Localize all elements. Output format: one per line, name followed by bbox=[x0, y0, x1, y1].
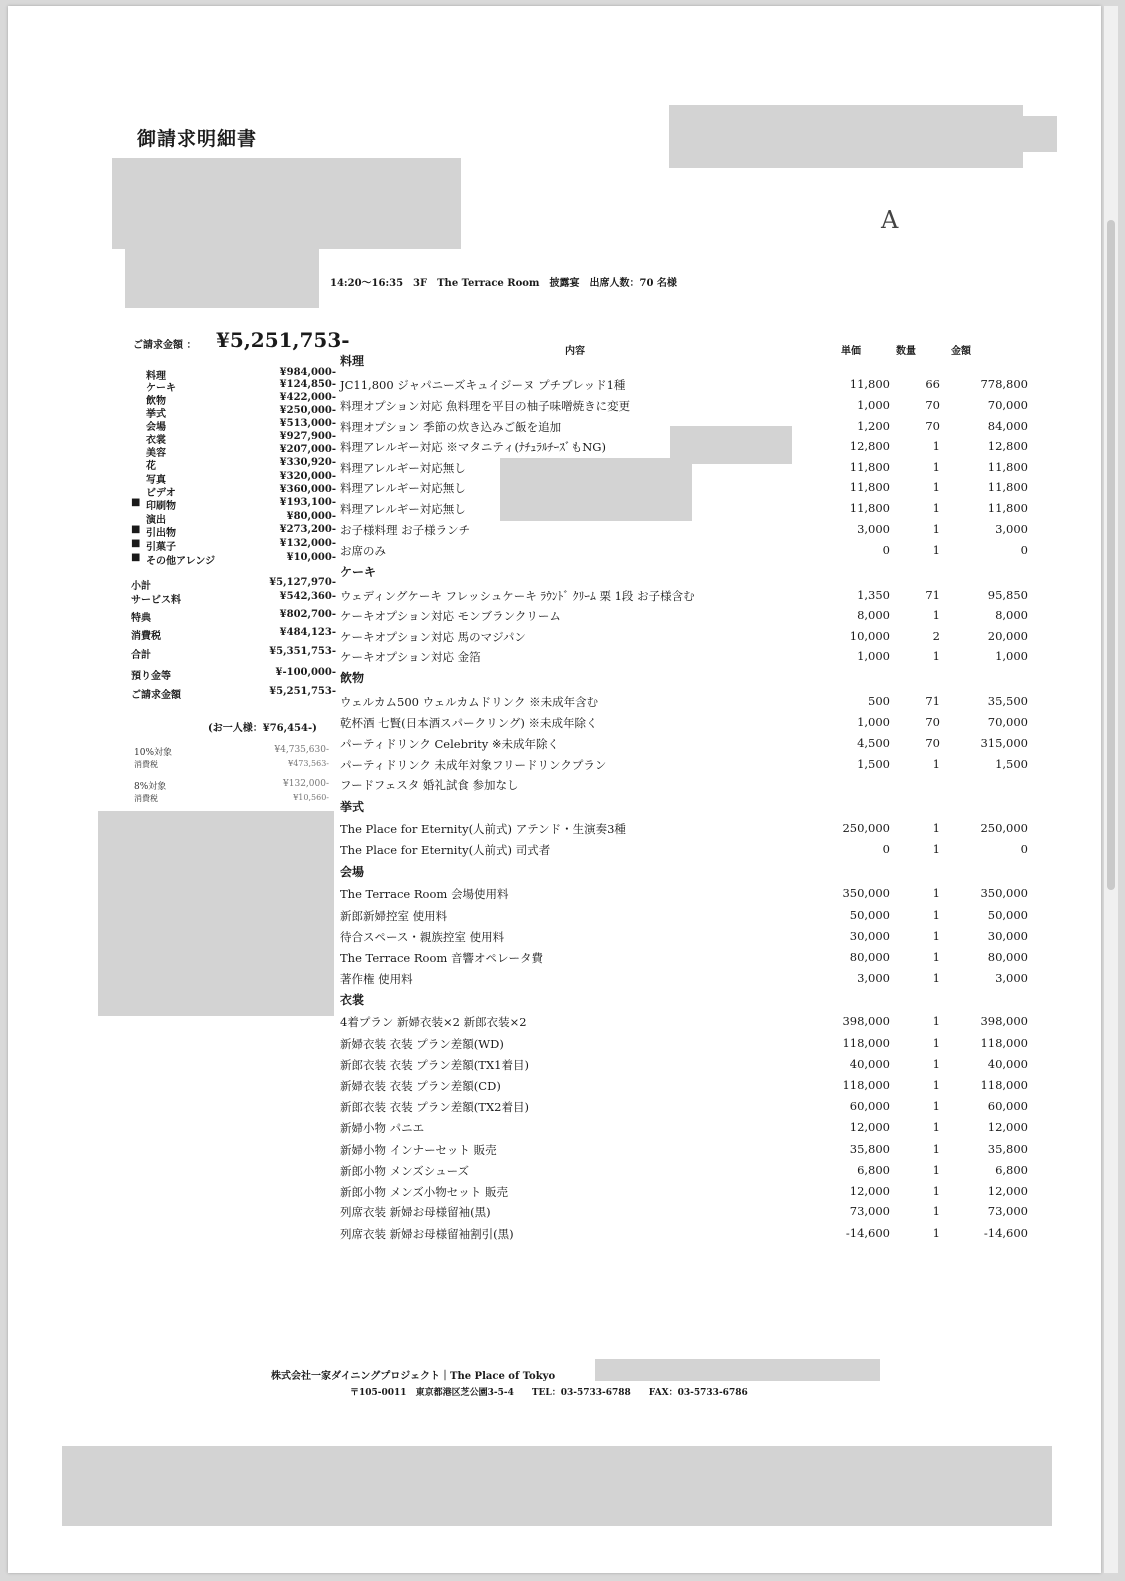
summary-total-row bbox=[131, 686, 336, 700]
table-row bbox=[338, 608, 1030, 628]
item-unit-price: 398,000 bbox=[842, 1014, 890, 1028]
item-description: The Place for Eternity(人前式) 司式者 bbox=[340, 843, 551, 857]
item-amount: 40,000 bbox=[987, 1057, 1028, 1071]
item-quantity: 1 bbox=[932, 501, 940, 515]
item-quantity: 1 bbox=[932, 929, 940, 943]
summary-row bbox=[131, 457, 336, 471]
item-unit-price: 11,800 bbox=[849, 460, 890, 474]
table-row bbox=[338, 439, 1030, 459]
category-heading bbox=[338, 352, 1030, 372]
table-row bbox=[338, 588, 1030, 608]
item-quantity: 1 bbox=[932, 522, 940, 536]
summary-total-label: ご請求金額 bbox=[131, 690, 181, 701]
summary-row bbox=[131, 392, 336, 406]
tax-label: 消費税 bbox=[134, 794, 158, 803]
summary-total-row bbox=[131, 609, 336, 623]
item-amount: 95,850 bbox=[987, 588, 1028, 602]
item-description: ウェディングケーキ フレッシュケーキ ﾗｳﾝﾄﾞ ｸﾘｰﾑ 栗 1段 お子様含む bbox=[340, 589, 695, 603]
item-unit-price: 1,000 bbox=[857, 715, 890, 729]
tax-row bbox=[134, 759, 329, 772]
summary-row bbox=[131, 524, 336, 538]
table-row bbox=[338, 908, 1030, 928]
category-label: 会場 bbox=[340, 865, 365, 879]
item-quantity: 70 bbox=[925, 736, 940, 750]
item-quantity: 70 bbox=[925, 715, 940, 729]
summary-value: ¥320,000- bbox=[279, 471, 336, 482]
item-quantity: 71 bbox=[925, 694, 940, 708]
item-unit-price: 60,000 bbox=[849, 1099, 890, 1113]
item-amount: 0 bbox=[1020, 842, 1028, 856]
item-unit-price: 11,800 bbox=[849, 377, 890, 391]
item-description: 料理アレルギー対応 ※マタニティ(ﾅﾁｭﾗﾙﾁｰｽﾞもNG) bbox=[340, 440, 606, 454]
table-row bbox=[338, 950, 1030, 970]
item-description: 新郎衣装 衣装 プラン差額(TX2着目) bbox=[340, 1100, 529, 1114]
summary-total-row bbox=[131, 646, 336, 660]
total-amount: ¥5,251,753- bbox=[216, 328, 350, 352]
venue-logo bbox=[836, 186, 946, 266]
summary-value: ¥132,000- bbox=[279, 538, 336, 549]
redacted-block bbox=[669, 105, 1023, 168]
table-row bbox=[338, 842, 1030, 862]
item-amount: 35,800 bbox=[987, 1142, 1028, 1156]
table-row bbox=[338, 1204, 1030, 1224]
item-amount: 12,000 bbox=[987, 1120, 1028, 1134]
item-quantity: 1 bbox=[932, 649, 940, 663]
item-quantity: 1 bbox=[932, 886, 940, 900]
item-unit-price: 73,000 bbox=[849, 1204, 890, 1218]
summary-total-value: ¥484,123- bbox=[279, 627, 336, 638]
summary-total-row bbox=[131, 627, 336, 641]
item-quantity: 1 bbox=[932, 1142, 940, 1156]
redacted-block bbox=[1021, 116, 1057, 152]
table-row bbox=[338, 377, 1030, 397]
summary-mark: ■ bbox=[131, 552, 141, 563]
table-row bbox=[338, 1014, 1030, 1034]
summary-row bbox=[131, 431, 336, 445]
scrollbar[interactable] bbox=[1104, 6, 1118, 1573]
item-amount: 1,000 bbox=[995, 649, 1028, 663]
table-row bbox=[338, 929, 1030, 949]
summary-total-value: ¥542,360- bbox=[279, 591, 336, 602]
item-unit-price: 118,000 bbox=[842, 1036, 890, 1050]
item-quantity: 1 bbox=[932, 908, 940, 922]
item-description: 料理オプション対応 魚料理を平目の柚子味噌焼きに変更 bbox=[340, 399, 631, 413]
item-quantity: 71 bbox=[925, 588, 940, 602]
item-unit-price: 350,000 bbox=[842, 886, 890, 900]
category-heading bbox=[338, 991, 1030, 1011]
item-description: 新郎小物 メンズ小物セット 販売 bbox=[340, 1185, 508, 1199]
item-amount: 11,800 bbox=[987, 501, 1028, 515]
item-description: ウェルカム500 ウェルカムドリンク ※未成年含む bbox=[340, 695, 599, 709]
table-row bbox=[338, 886, 1030, 906]
item-description: フードフェスタ 婚礼試食 参加なし bbox=[340, 778, 519, 792]
item-description: ケーキオプション対応 金箔 bbox=[340, 650, 481, 664]
item-amount: 398,000 bbox=[980, 1014, 1028, 1028]
item-amount: 73,000 bbox=[987, 1204, 1028, 1218]
table-row bbox=[338, 398, 1030, 418]
item-description: 4着プラン 新婦衣装×2 新郎衣装×2 bbox=[340, 1015, 527, 1029]
summary-value: ¥80,000- bbox=[286, 511, 336, 522]
company-address: 〒105-0011 東京都港区芝公園3-5-4 TEL：03-5733-6788 FAX：03-5733-6786 bbox=[350, 1388, 748, 1398]
summary-row bbox=[131, 418, 336, 432]
summary-label: 写真 bbox=[146, 475, 166, 486]
table-row bbox=[338, 460, 1030, 480]
table-row bbox=[338, 971, 1030, 991]
item-unit-price: 0 bbox=[882, 543, 890, 557]
summary-row bbox=[131, 538, 336, 552]
item-unit-price: -14,600 bbox=[845, 1226, 890, 1240]
item-amount: 84,000 bbox=[987, 419, 1028, 433]
item-quantity: 1 bbox=[932, 1057, 940, 1071]
summary-total-label: 預り金等 bbox=[131, 671, 171, 682]
summary-label: 料理 bbox=[146, 371, 166, 382]
summary-total-label: サービス料 bbox=[131, 595, 181, 606]
summary-total-label: 消費税 bbox=[131, 631, 161, 642]
item-amount: 315,000 bbox=[980, 736, 1028, 750]
scrollbar-thumb[interactable] bbox=[1107, 220, 1115, 890]
item-description: 待合スペース・親族控室 使用料 bbox=[340, 930, 505, 944]
item-amount: 0 bbox=[1020, 543, 1028, 557]
tax-row bbox=[134, 745, 329, 758]
summary-label: 美容 bbox=[146, 448, 166, 459]
summary-mark: ■ bbox=[131, 497, 141, 508]
summary-value: ¥250,000- bbox=[279, 405, 336, 416]
table-row bbox=[338, 501, 1030, 521]
item-description: 料理オプション 季節の炊き込みご飯を追加 bbox=[340, 420, 562, 434]
tax-value: ¥4,735,630- bbox=[274, 745, 329, 755]
item-amount: 1,500 bbox=[995, 757, 1028, 771]
summary-label: 印刷物 bbox=[146, 501, 176, 512]
category-label: ケーキ bbox=[340, 565, 377, 579]
item-amount: 20,000 bbox=[987, 629, 1028, 643]
item-unit-price: 12,800 bbox=[849, 439, 890, 453]
item-unit-price: 1,000 bbox=[857, 649, 890, 663]
item-description: パーティドリンク 未成年対象フリードリンクプラン bbox=[340, 758, 607, 772]
summary-label: 花 bbox=[146, 461, 156, 472]
table-row bbox=[338, 543, 1030, 563]
table-row bbox=[338, 1226, 1030, 1246]
item-quantity: 1 bbox=[932, 821, 940, 835]
table-row bbox=[338, 1184, 1030, 1204]
item-unit-price: 500 bbox=[868, 694, 890, 708]
item-amount: 60,000 bbox=[987, 1099, 1028, 1113]
item-quantity: 1 bbox=[932, 1036, 940, 1050]
redacted-block bbox=[62, 1446, 1052, 1526]
item-description: 乾杯酒 七賢(日本酒スパークリング) ※未成年除く bbox=[340, 716, 598, 730]
item-quantity: 1 bbox=[932, 971, 940, 985]
summary-total-value: ¥-100,000- bbox=[275, 667, 336, 678]
item-unit-price: 40,000 bbox=[849, 1057, 890, 1071]
item-amount: 778,800 bbox=[980, 377, 1028, 391]
item-unit-price: 250,000 bbox=[842, 821, 890, 835]
table-row bbox=[338, 480, 1030, 500]
redacted-block bbox=[98, 811, 334, 1016]
per-person-amount: (お一人様：¥76,454-) bbox=[208, 723, 317, 734]
item-description: ケーキオプション対応 馬のマジパン bbox=[340, 630, 526, 644]
item-description: The Terrace Room 会場使用料 bbox=[340, 887, 509, 901]
item-description: The Terrace Room 音響オペレータ費 bbox=[340, 951, 543, 965]
table-row bbox=[338, 1142, 1030, 1162]
invoice-page bbox=[8, 6, 1101, 1573]
item-amount: 6,800 bbox=[995, 1163, 1028, 1177]
tax-value: ¥132,000- bbox=[283, 779, 329, 789]
item-description: 新婦小物 インナーセット 販売 bbox=[340, 1143, 497, 1157]
table-row bbox=[338, 419, 1030, 439]
summary-value: ¥10,000- bbox=[286, 552, 336, 563]
item-description: 料理アレルギー対応無し bbox=[340, 461, 466, 475]
item-amount: 12,800 bbox=[987, 439, 1028, 453]
table-row bbox=[338, 777, 1030, 797]
category-label: 衣裳 bbox=[340, 993, 365, 1007]
item-quantity: 1 bbox=[932, 1078, 940, 1092]
summary-value: ¥193,100- bbox=[279, 497, 336, 508]
item-description: 新郎衣装 衣装 プラン差額(TX1着目) bbox=[340, 1058, 529, 1072]
column-header-qty: 数量 bbox=[896, 346, 916, 357]
tax-value: ¥473,563- bbox=[288, 759, 329, 768]
item-description: 列席衣装 新婦お母様留袖割引(黒) bbox=[340, 1227, 514, 1241]
summary-row bbox=[131, 497, 336, 511]
table-row bbox=[338, 1078, 1030, 1098]
item-quantity: 1 bbox=[932, 757, 940, 771]
item-unit-price: 11,800 bbox=[849, 480, 890, 494]
category-heading bbox=[338, 563, 1030, 583]
item-amount: 70,000 bbox=[987, 398, 1028, 412]
item-amount: 3,000 bbox=[995, 971, 1028, 985]
summary-label: ビデオ bbox=[146, 488, 176, 499]
item-amount: 70,000 bbox=[987, 715, 1028, 729]
item-description: 著作権 使用料 bbox=[340, 972, 413, 986]
summary-label: 引出物 bbox=[146, 528, 176, 539]
item-amount: 118,000 bbox=[980, 1036, 1028, 1050]
item-amount: 350,000 bbox=[980, 886, 1028, 900]
redacted-block bbox=[112, 158, 461, 249]
tax-label: 消費税 bbox=[134, 760, 158, 769]
summary-row bbox=[131, 471, 336, 485]
item-quantity: 1 bbox=[932, 1184, 940, 1198]
item-unit-price: 3,000 bbox=[857, 971, 890, 985]
item-quantity: 2 bbox=[932, 629, 940, 643]
item-quantity: 70 bbox=[925, 398, 940, 412]
summary-value: ¥927,900- bbox=[279, 431, 336, 442]
table-row bbox=[338, 1163, 1030, 1183]
item-unit-price: 3,000 bbox=[857, 522, 890, 536]
summary-total-value: ¥5,251,753- bbox=[269, 686, 336, 697]
item-quantity: 1 bbox=[932, 1099, 940, 1113]
item-description: 列席衣装 新婦お母様留袖(黒) bbox=[340, 1205, 491, 1219]
summary-row bbox=[131, 484, 336, 498]
item-amount: 50,000 bbox=[987, 908, 1028, 922]
item-unit-price: 10,000 bbox=[849, 629, 890, 643]
summary-value: ¥124,850- bbox=[279, 379, 336, 390]
table-row bbox=[338, 715, 1030, 735]
item-description: JC11,800 ジャパニーズキュイジーヌ プチブレッド1種 bbox=[340, 378, 626, 392]
summary-label: 挙式 bbox=[146, 409, 166, 420]
tax-row bbox=[134, 779, 329, 792]
item-unit-price: 4,500 bbox=[857, 736, 890, 750]
summary-total-label: 特典 bbox=[131, 613, 151, 624]
summary-label: 飲物 bbox=[146, 396, 166, 407]
item-amount: 3,000 bbox=[995, 522, 1028, 536]
summary-label: その他アレンジ bbox=[146, 556, 216, 567]
item-unit-price: 12,000 bbox=[849, 1120, 890, 1134]
tax-label: 10%対象 bbox=[134, 748, 173, 758]
item-quantity: 1 bbox=[932, 950, 940, 964]
tax-row bbox=[134, 793, 329, 806]
category-label: 挙式 bbox=[340, 800, 365, 814]
item-description: 料理アレルギー対応無し bbox=[340, 502, 466, 516]
summary-row bbox=[131, 511, 336, 525]
item-description: お席のみ bbox=[340, 544, 386, 558]
category-heading bbox=[338, 863, 1030, 883]
summary-row bbox=[131, 405, 336, 419]
table-row bbox=[338, 821, 1030, 841]
column-header-unit: 単価 bbox=[841, 346, 861, 357]
item-unit-price: 11,800 bbox=[849, 501, 890, 515]
column-header-desc: 内容 bbox=[565, 346, 585, 357]
item-unit-price: 118,000 bbox=[842, 1078, 890, 1092]
item-description: The Place for Eternity(人前式) アテンド・生演奏3種 bbox=[340, 822, 626, 836]
summary-row bbox=[131, 379, 336, 393]
redacted-block bbox=[595, 1359, 880, 1381]
summary-total-value: ¥5,351,753- bbox=[269, 646, 336, 657]
item-quantity: 1 bbox=[932, 480, 940, 494]
table-row bbox=[338, 1036, 1030, 1056]
summary-total-value: ¥5,127,970- bbox=[269, 577, 336, 588]
item-quantity: 1 bbox=[932, 1120, 940, 1134]
summary-label: 会場 bbox=[146, 422, 166, 433]
summary-value: ¥984,000- bbox=[279, 367, 336, 378]
item-description: 新婦衣装 衣装 プラン差額(CD) bbox=[340, 1079, 501, 1093]
redacted-block bbox=[125, 249, 319, 308]
item-quantity: 66 bbox=[925, 377, 940, 391]
item-amount: 80,000 bbox=[987, 950, 1028, 964]
item-description: 新郎新婦控室 使用料 bbox=[340, 909, 448, 923]
tax-value: ¥10,560- bbox=[293, 793, 329, 802]
item-unit-price: 1,000 bbox=[857, 398, 890, 412]
item-description: パーティドリンク Celebrity ※未成年除く bbox=[340, 737, 560, 751]
summary-label: 演出 bbox=[146, 515, 166, 526]
summary-value: ¥422,000- bbox=[279, 392, 336, 403]
tax-label: 8%対象 bbox=[134, 782, 167, 792]
summary-value: ¥207,000- bbox=[279, 444, 336, 455]
item-amount: 12,000 bbox=[987, 1184, 1028, 1198]
item-description: ケーキオプション対応 モンブランクリーム bbox=[340, 609, 561, 623]
category-label: 飲物 bbox=[340, 671, 365, 685]
category-heading bbox=[338, 798, 1030, 818]
item-amount: 11,800 bbox=[987, 480, 1028, 494]
item-unit-price: 30,000 bbox=[849, 929, 890, 943]
item-unit-price: 1,350 bbox=[857, 588, 890, 602]
table-row bbox=[338, 736, 1030, 756]
category-heading bbox=[338, 669, 1030, 689]
summary-label: ケーキ bbox=[146, 383, 176, 394]
item-amount: 11,800 bbox=[987, 460, 1028, 474]
item-unit-price: 35,800 bbox=[849, 1142, 890, 1156]
summary-value: ¥360,000- bbox=[279, 484, 336, 495]
item-unit-price: 1,500 bbox=[857, 757, 890, 771]
item-description: 料理アレルギー対応無し bbox=[340, 481, 466, 495]
summary-row bbox=[131, 444, 336, 458]
table-row bbox=[338, 522, 1030, 542]
summary-row bbox=[131, 552, 336, 566]
item-amount: 8,000 bbox=[995, 608, 1028, 622]
summary-total-label: 合計 bbox=[131, 650, 151, 661]
item-quantity: 1 bbox=[932, 608, 940, 622]
summary-value: ¥513,000- bbox=[279, 418, 336, 429]
table-row bbox=[338, 649, 1030, 669]
item-quantity: 70 bbox=[925, 419, 940, 433]
item-amount: 250,000 bbox=[980, 821, 1028, 835]
table-row bbox=[338, 1120, 1030, 1140]
summary-value: ¥273,200- bbox=[279, 524, 336, 535]
item-unit-price: 0 bbox=[882, 842, 890, 856]
item-unit-price: 12,000 bbox=[849, 1184, 890, 1198]
item-amount: 30,000 bbox=[987, 929, 1028, 943]
summary-total-row bbox=[131, 577, 336, 591]
item-unit-price: 50,000 bbox=[849, 908, 890, 922]
table-row bbox=[338, 629, 1030, 649]
item-quantity: 1 bbox=[932, 1014, 940, 1028]
summary-mark: ■ bbox=[131, 524, 141, 535]
summary-total-row bbox=[131, 667, 336, 681]
item-quantity: 1 bbox=[932, 842, 940, 856]
item-unit-price: 8,000 bbox=[857, 608, 890, 622]
table-row bbox=[338, 1099, 1030, 1119]
total-label: ご請求金額 ： bbox=[133, 340, 197, 351]
item-description: 新婦衣装 衣装 プラン差額(WD) bbox=[340, 1037, 504, 1051]
item-quantity: 1 bbox=[932, 1204, 940, 1218]
summary-total-value: ¥802,700- bbox=[279, 609, 336, 620]
summary-total-row bbox=[131, 591, 336, 605]
item-quantity: 1 bbox=[932, 439, 940, 453]
column-header-amount: 金額 bbox=[951, 346, 971, 357]
summary-label: 引菓子 bbox=[146, 542, 176, 553]
item-amount: -14,600 bbox=[983, 1226, 1028, 1240]
company-name: 株式会社一家ダイニングプロジェクト｜The Place of Tokyo bbox=[271, 1371, 556, 1382]
item-unit-price: 6,800 bbox=[857, 1163, 890, 1177]
item-quantity: 1 bbox=[932, 1163, 940, 1177]
table-row bbox=[338, 1057, 1030, 1077]
item-quantity: 1 bbox=[932, 1226, 940, 1240]
item-description: お子様料理 お子様ランチ bbox=[340, 523, 471, 537]
summary-mark: ■ bbox=[131, 538, 141, 549]
logo-mark: A bbox=[881, 206, 899, 234]
summary-total-label: 小計 bbox=[131, 581, 151, 592]
item-description: 新郎小物 メンズシューズ bbox=[340, 1164, 470, 1178]
summary-label: 衣裳 bbox=[146, 435, 166, 446]
item-quantity: 1 bbox=[932, 460, 940, 474]
item-unit-price: 80,000 bbox=[849, 950, 890, 964]
item-unit-price: 1,200 bbox=[857, 419, 890, 433]
item-description: 新婦小物 パニエ bbox=[340, 1121, 425, 1135]
item-amount: 118,000 bbox=[980, 1078, 1028, 1092]
table-row bbox=[338, 694, 1030, 714]
item-quantity: 1 bbox=[932, 543, 940, 557]
document-title: 御請求明細書 bbox=[137, 128, 258, 150]
summary-value: ¥330,920- bbox=[279, 457, 336, 468]
category-label: 料理 bbox=[340, 354, 365, 368]
table-row bbox=[338, 757, 1030, 777]
event-info: 14:20〜16:35 3F The Terrace Room 披露宴 出席人数：70 名様 bbox=[330, 278, 677, 289]
item-amount: 35,500 bbox=[987, 694, 1028, 708]
